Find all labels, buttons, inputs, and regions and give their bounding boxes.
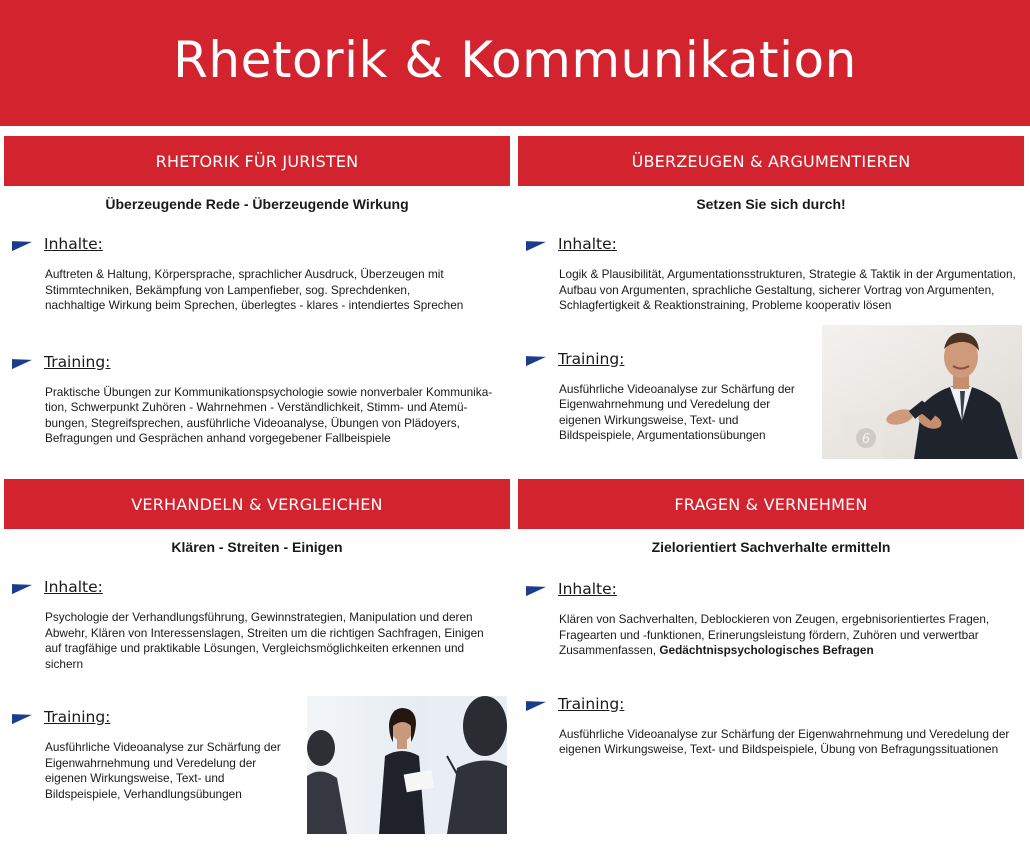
training-text: Ausführliche Videoanalyse zur Schärfung der Eigenwahrnehmung und Veredelung der eigenen Wirkungsweise, Text- und Bildspeispiele, Verhandlungsübungen: [45, 740, 281, 801]
inhalte-label: Inhalte:: [558, 235, 617, 253]
panel-subtitle: Überzeugende Rede - Überzeugende Wirkung: [105, 196, 409, 212]
inhalte-text: [559, 612, 999, 659]
inhalte-heading: [12, 233, 510, 255]
arrow-icon: [12, 237, 32, 251]
arrow-icon: [12, 354, 32, 368]
presentation-photo: [307, 696, 507, 834]
panel-header: FRAGEN & VERNEHMEN: [518, 479, 1024, 529]
inhalte-text: Logik & Plausibilität, Argumentationsstrukturen, Strategie & Taktik in der Argumentation, Aufbau von Argumenten, sprachliche Gestaltung, sicherer Vortrag von Argumenten, Schlagfertigkeit & Reaktionstraining, Probleme kooperativ lösen: [559, 267, 1016, 312]
title-banner: [0, 0, 1030, 126]
panel-header: RHETORIK FÜR JURISTEN: [4, 136, 510, 186]
page-title: Rhetorik & Kommunikation: [173, 31, 857, 89]
inhalte-label: Inhalte:: [44, 578, 103, 596]
inhalte-text: Psychologie der Verhandlungsführung, Gewinnstrategien, Manipulation und deren Abwehr, Klären von Interessenslagen, Streiten um die richtigen Sachfragen, Einigen auf tragfähige und praktikable Lösungen, Vergleichsmöglichkeiten erkennen und sichern: [45, 610, 484, 671]
inhalte-label: Inhalte:: [558, 580, 617, 598]
inhalte-heading: [526, 233, 1024, 255]
panel-subtitle: Zielorientiert Sachverhalte ermitteln: [651, 539, 891, 555]
panel-rhetorik: [4, 136, 510, 447]
panel-header: ÜBERZEUGEN & ARGUMENTIEREN: [518, 136, 1024, 186]
presentation-illustration: [307, 696, 507, 834]
training-label: Training:: [44, 352, 111, 371]
training-text: Praktische Übungen zur Kommunikationspsychologie sowie nonverbaler Kommunika-tion, Schwerpunkt Zuhören - Wahrnehmen - Verständlichkeit, Stimm- und Atemü-bungen, Stegreifsprechen, ausführliche Videoanalyse, Übungen von Plädoyers, Befragungen und Gesprächen anhand vorgegebener Fallbeispiele: [45, 384, 493, 445]
inhalte-text: Auftreten & Haltung, Körpersprache, sprachlicher Ausdruck, Überzeugen mit Stimmtechniken, Bekämpfung von Lampenfieber, sog. Sprechdenken, nachhaltige Wirkung beim Sprechen, überlegtes - klares - intendiertes Sprechen: [45, 267, 464, 312]
training-text: Ausführliche Videoanalyse zur Schärfung der Eigenwahrnehmung und Veredelung der eigenen Wirkungsweise, Text- und Bildspeispiele, Argumentationsübungen: [559, 381, 795, 442]
training-label: Training:: [44, 708, 111, 726]
panel-subtitle: Klären - Streiten - Einigen: [171, 539, 343, 555]
inhalte-text-bold: Gedächtnispsychologisches Befragen: [659, 643, 874, 657]
inhalte-heading: [526, 578, 1024, 600]
training-heading: [12, 351, 510, 373]
arrow-icon: [12, 710, 32, 724]
arrow-icon: [12, 580, 32, 594]
panel-header: VERHANDELN & VERGLEICHEN: [4, 479, 510, 529]
inhalte-heading: [12, 576, 510, 598]
speaker-photo: [822, 325, 1022, 459]
arrow-icon: [526, 237, 546, 251]
inhalte-label: Inhalte:: [44, 235, 103, 253]
training-label: Training:: [558, 694, 625, 713]
speaker-illustration: [822, 325, 1022, 459]
arrow-icon: [526, 351, 546, 365]
panel-fragen: [518, 479, 1024, 758]
arrow-icon: [526, 582, 546, 596]
inhalte-text-regular: Klären von Sachverhalten, Deblockieren von Zeugen, ergebnisorientiertes Fragen, Fragearten und -funktionen, Erinerungsleistung fördern, Zuhören und verwertbar Zusammenfassen,: [559, 612, 990, 657]
photo-badge: 6: [861, 432, 871, 447]
training-text: Ausführliche Videoanalyse zur Schärfung der Eigenwahrnehmung und Veredelung der eigenen Wirkungsweise, Text- und Bildspeispiele, Übung von Befragungssituationen: [559, 726, 1010, 756]
training-heading: [526, 693, 1024, 715]
training-label: Training:: [558, 349, 625, 368]
arrow-icon: [526, 696, 546, 710]
panel-subtitle: Setzen Sie sich durch!: [696, 196, 846, 212]
